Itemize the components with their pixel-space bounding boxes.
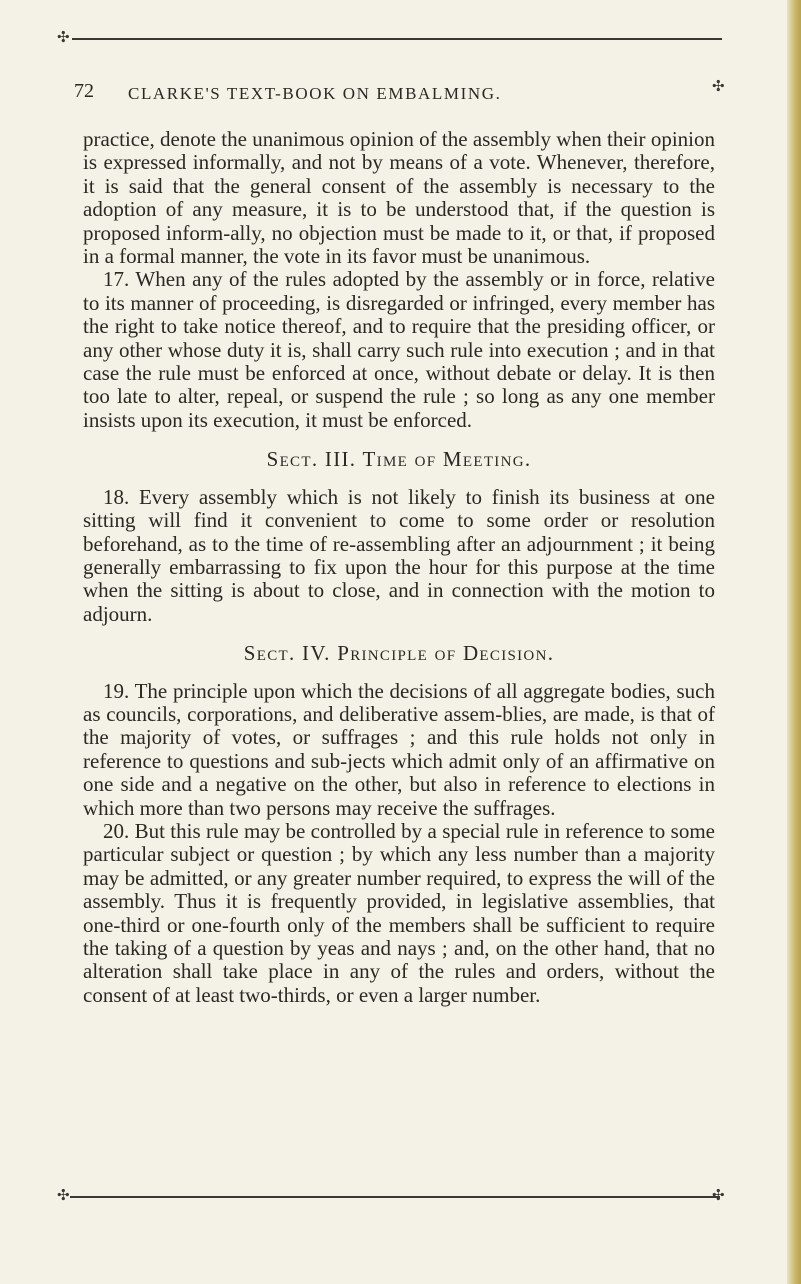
paragraph-18: 18. Every assembly which is not likely to finish its business at one sitting will find it convenient to come to some order or resolution beforehand, as to the time of re-assembling after an adjournment ; it being generally embarrassing to fix upon the hour for this purpose at the time when the sitting is about to close, and in connection with the motion to adjourn.	[83, 484, 715, 626]
top-rule	[72, 38, 722, 40]
ornament-cross-icon: ✣	[57, 1188, 70, 1204]
paragraph-intro: practice, denote the unanimous opinion of the assembly when their opinion is expressed informally, and not by means of a vote. Whenever, therefore, it is said that the general consent of the assembly is necessary to the adoption of any measure, it is to be understood that, if the question is proposed inform-ally, no objection must be made to it, or that, if proposed in a formal manner, the vote in its favor must be unanimous.	[83, 127, 715, 269]
section-heading-4: Sect. IV. Principle of Decision.	[243, 641, 555, 666]
ornament-cross-icon: ✣	[57, 30, 70, 46]
paragraph-19: 19. The principle upon which the decisions of all aggregate bodies, such as councils, corporations, and deliberative assem-blies, are made, is that of the majority of votes, or suffrages ; and this rule holds not only in reference to questions and sub-jects which admit only of an affirmative on one side and a negative on the other, but also in reference to elections in which more than two persons may receive the suffrages.	[83, 678, 715, 820]
bottom-rule	[70, 1196, 720, 1198]
page-edge	[787, 0, 801, 1284]
paragraph-20: 20. But this rule may be controlled by a special rule in reference to some particular subject or question ; by which any less number than a majority may be admitted, or any greater number required, to express the will of the assembly. Thus it is frequently provided, in legislative assemblies, that one-third or one-fourth only of the members shall be sufficient to require the taking of a question by yeas and nays ; and, on the other hand, that no alteration shall take place in any of the rules and orders, without the consent of at least two-thirds, or even a larger number.	[83, 818, 715, 1007]
body-text	[83, 128, 715, 1007]
ornament-cross-icon: ✣	[712, 79, 725, 95]
running-title: CLARKE'S TEXT-BOOK ON EMBALMING.	[128, 84, 502, 103]
paragraph-17: 17. When any of the rules adopted by the assembly or in force, relative to its manner of proceeding, is disregarded or infringed, every member has the right to take notice thereof, and to require that the presiding officer, or any other whose duty it is, shall carry such rule into execution ; and in that case the rule must be enforced at once, without debate or delay. It is then too late to alter, repeal, or suspend the rule ; so long as any one member insists upon its execution, it must be enforced.	[83, 267, 715, 432]
section-heading-3: Sect. III. Time of Meeting.	[266, 447, 532, 472]
page-header	[74, 80, 724, 104]
ornament-cross-icon: ✣	[712, 1188, 725, 1204]
page-number: 72	[74, 80, 94, 102]
